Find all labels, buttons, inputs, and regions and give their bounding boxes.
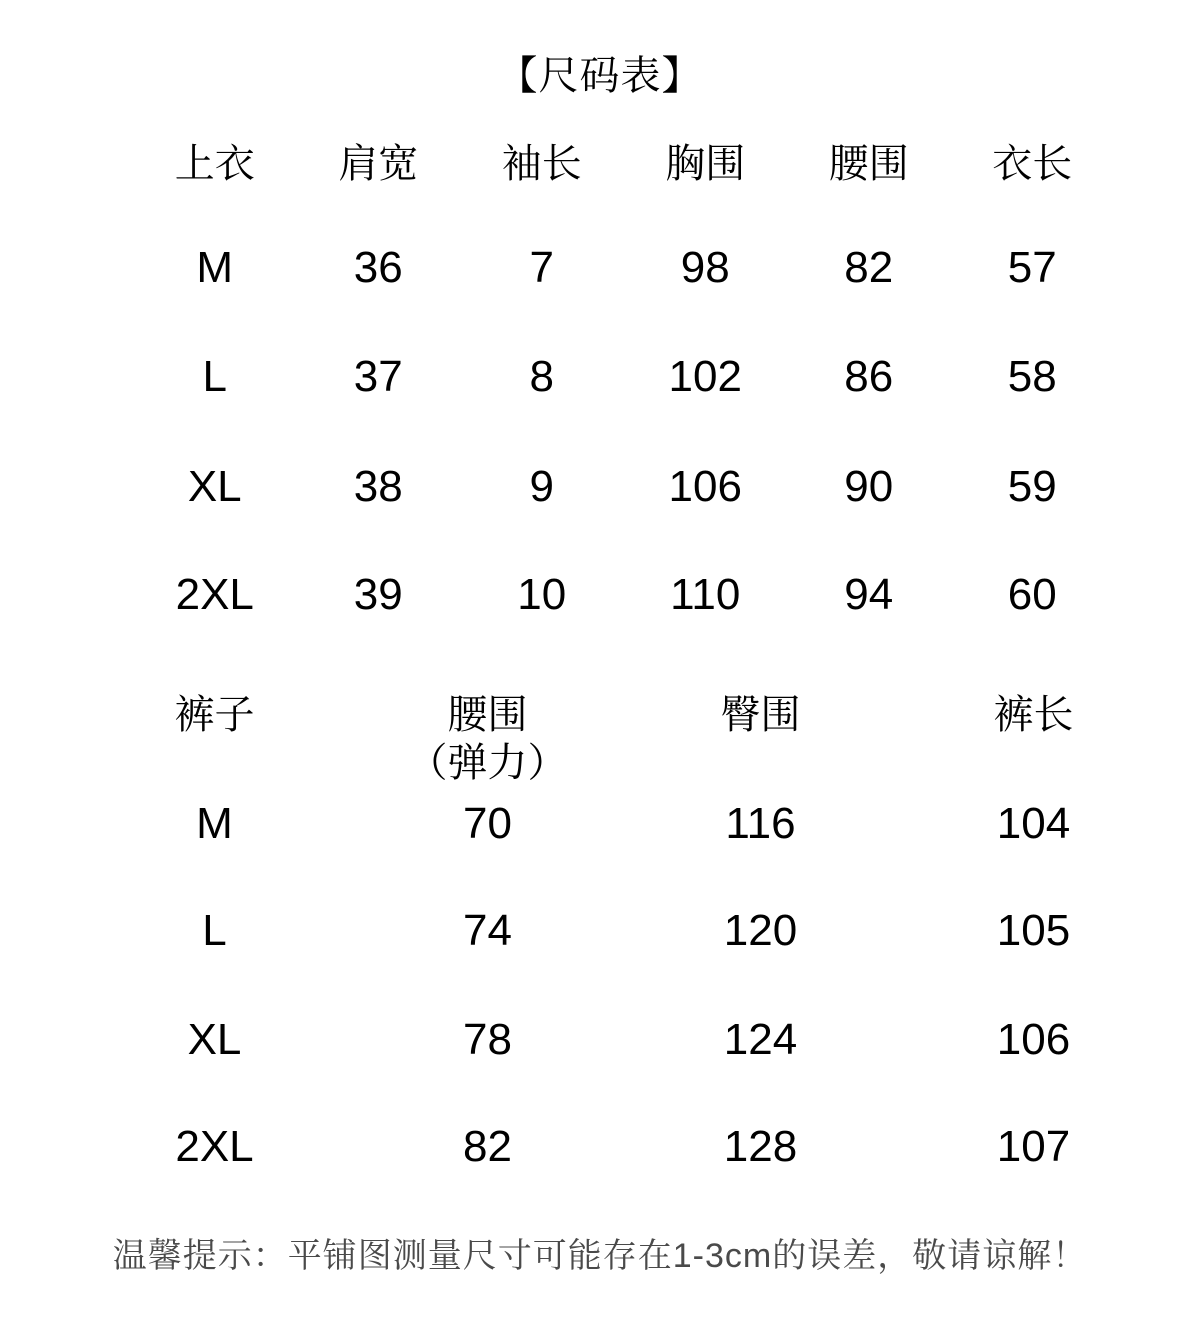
- pants-header-waist-subnote: （弹力）: [407, 741, 568, 785]
- cell-value: 38: [353, 462, 403, 511]
- cell-value: 124: [723, 1015, 798, 1064]
- cell-value: 107: [996, 1122, 1071, 1171]
- cell-value: 60: [1007, 570, 1057, 619]
- cell-value: 105: [996, 906, 1071, 955]
- pants-header-waist-label: 腰围: [447, 693, 528, 737]
- cell-value: 110: [670, 570, 741, 619]
- tops-header-bust: 胸围: [665, 141, 746, 186]
- size-label: 2XL: [175, 1122, 254, 1171]
- cell-value: 10: [517, 570, 567, 619]
- cell-value: 39: [353, 570, 403, 619]
- cell-value: 70: [463, 799, 512, 848]
- cell-value: 37: [353, 352, 403, 401]
- tops-header-row: [133, 130, 1114, 190]
- cell-value: 98: [680, 243, 730, 292]
- cell-value: 104: [996, 799, 1071, 848]
- cell-value: 120: [723, 906, 798, 955]
- measurement-disclaimer-note: 温馨提示：平铺图测量尺寸可能存在1-3cm的误差，敬请谅解！: [112, 1236, 1088, 1275]
- size-label: L: [202, 906, 227, 955]
- size-label: M: [196, 799, 233, 848]
- pants-header-row: [78, 691, 1170, 787]
- pants-row-2xl: [78, 1117, 1170, 1177]
- size-label: L: [202, 352, 227, 401]
- tops-header-category: 上衣: [174, 141, 255, 186]
- tops-row-l: [133, 347, 1114, 407]
- page-title: 【尺码表】: [497, 53, 703, 98]
- cell-value: 82: [463, 1122, 512, 1171]
- pants-header-length: 裤长: [993, 693, 1074, 737]
- tops-header-shoulder: 肩宽: [338, 141, 419, 186]
- cell-value: 8: [529, 352, 554, 401]
- cell-value: 9: [529, 462, 554, 511]
- cell-value: 90: [844, 462, 894, 511]
- cell-value: 36: [353, 243, 403, 292]
- cell-value: 116: [725, 799, 796, 848]
- tops-header-length: 衣长: [992, 141, 1073, 186]
- cell-value: 78: [463, 1015, 512, 1064]
- pants-row-xl: [78, 1010, 1170, 1070]
- pants-header-waist: [351, 691, 624, 787]
- cell-value: 58: [1007, 352, 1057, 401]
- tops-row-xl: [133, 457, 1114, 517]
- cell-value: 59: [1007, 462, 1057, 511]
- cell-value: 86: [844, 352, 894, 401]
- tops-header-sleeve: 袖长: [501, 141, 582, 186]
- cell-value: 7: [529, 243, 554, 292]
- cell-value: 106: [668, 462, 742, 511]
- cell-value: 57: [1007, 243, 1057, 292]
- tops-row-m: [133, 238, 1114, 298]
- size-label: 2XL: [175, 570, 254, 619]
- cell-value: 102: [668, 352, 742, 401]
- pants-row-m: [78, 794, 1170, 854]
- size-label: XL: [187, 462, 242, 511]
- cell-value: 74: [463, 906, 512, 955]
- pants-header-category: 裤子: [174, 693, 255, 737]
- cell-value: 82: [844, 243, 894, 292]
- cell-value: 106: [996, 1015, 1071, 1064]
- tops-header-waist: 腰围: [828, 141, 909, 186]
- size-label: M: [196, 243, 234, 292]
- cell-value: 94: [844, 570, 894, 619]
- cell-value: 128: [723, 1122, 798, 1171]
- size-label: XL: [187, 1015, 242, 1064]
- pants-header-hip: 臀围: [720, 693, 801, 737]
- tops-row-2xl: [133, 565, 1114, 625]
- pants-row-l: [78, 901, 1170, 961]
